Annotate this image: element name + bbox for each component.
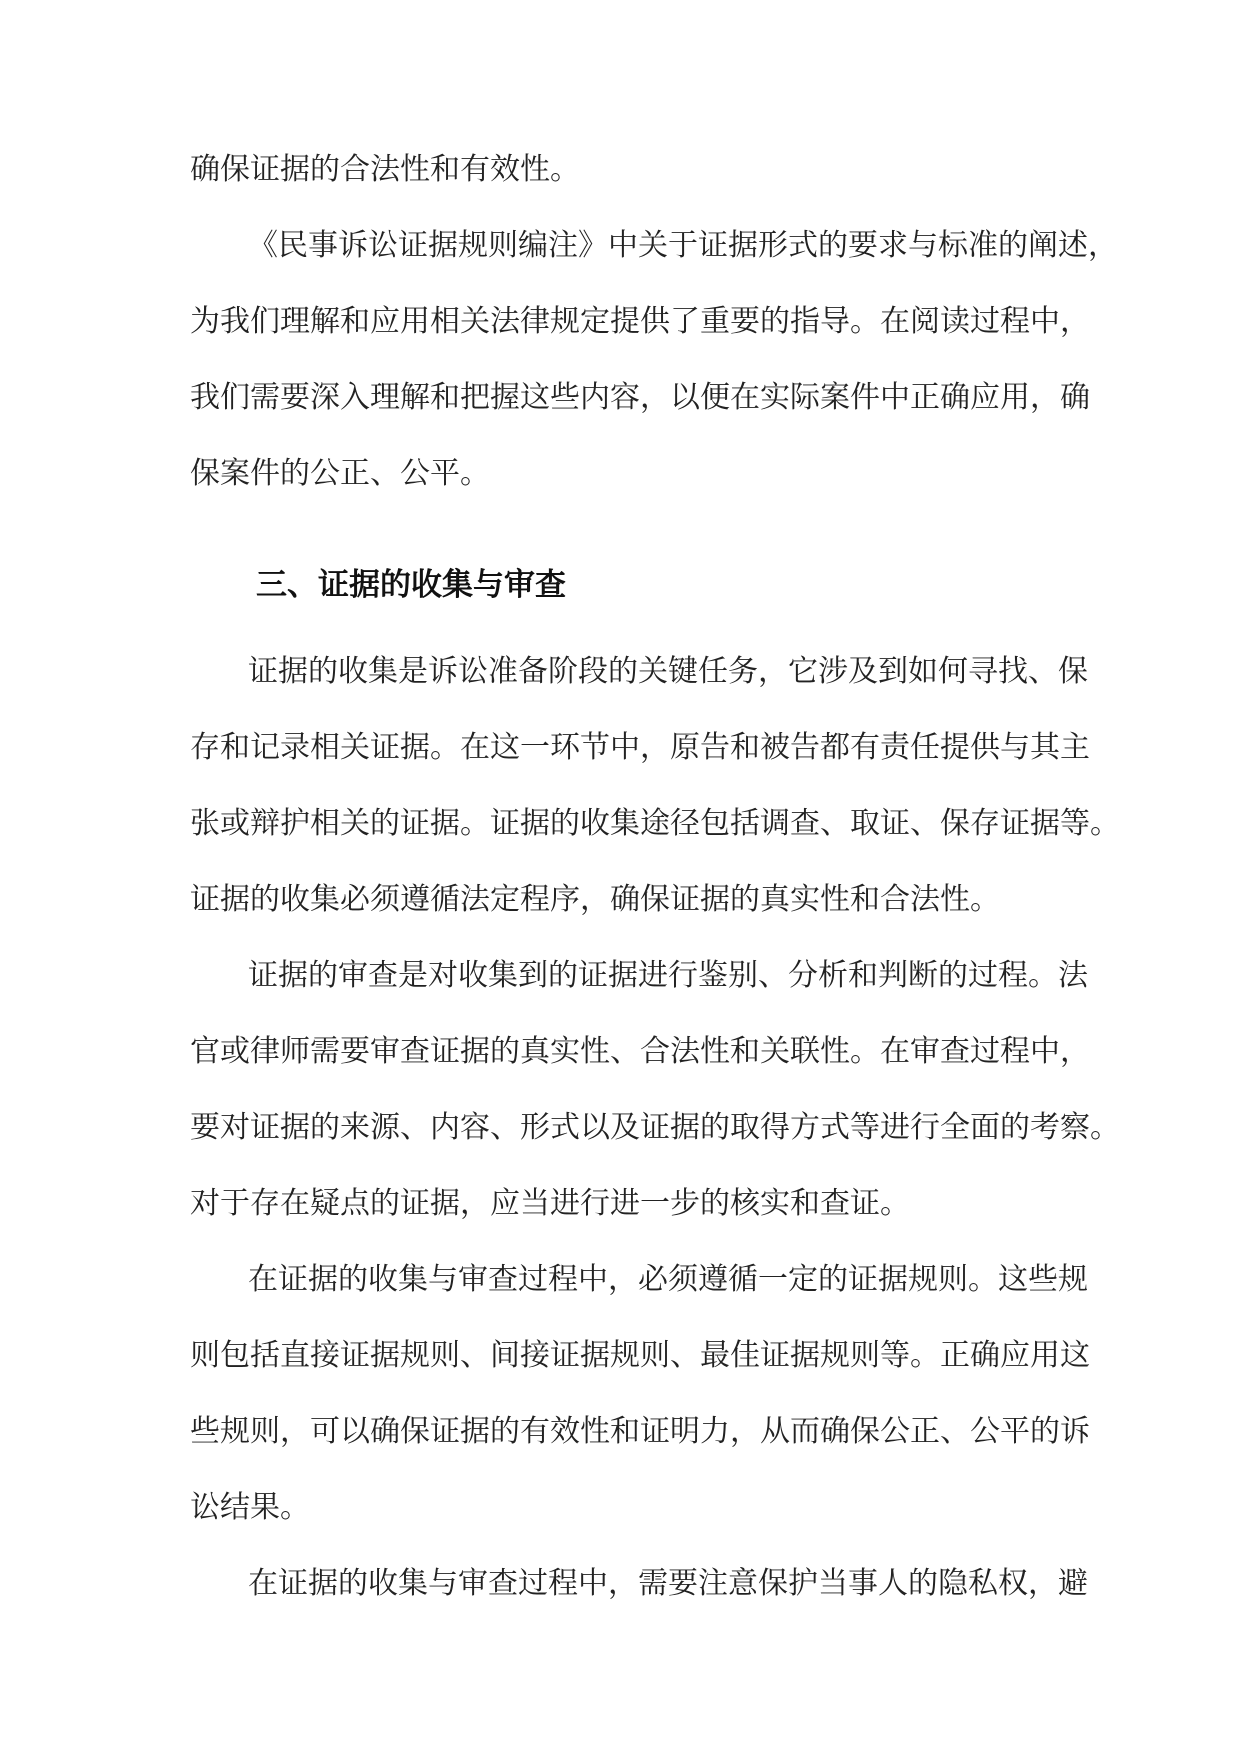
paragraph-6-line-1: 在证据的收集与审查过程中，需要注意保护当事人的隐私权，避 <box>248 1566 1088 1601</box>
paragraph-4-line-2: 官或律师需要审查证据的真实性、合法性和关联性。在审查过程中， <box>190 1034 1090 1069</box>
paragraph-4-line-1: 证据的审查是对收集到的证据进行鉴别、分析和判断的过程。法 <box>248 958 1088 993</box>
paragraph-3-line-2: 存和记录相关证据。在这一环节中，原告和被告都有责任提供与其主 <box>190 730 1090 765</box>
paragraph-3-line-3: 张或辩护相关的证据。证据的收集途径包括调查、取证、保存证据等。 <box>190 806 1120 841</box>
paragraph-2-line-4: 保案件的公正、公平。 <box>190 456 490 491</box>
paragraph-5-line-2: 则包括直接证据规则、间接证据规则、最佳证据规则等。正确应用这 <box>190 1338 1090 1373</box>
paragraph-5-line-3: 些规则，可以确保证据的有效性和证明力，从而确保公正、公平的诉 <box>190 1414 1090 1449</box>
section-heading: 三、证据的收集与审查 <box>256 567 566 603</box>
paragraph-2-line-3: 我们需要深入理解和把握这些内容，以便在实际案件中正确应用，确 <box>190 380 1090 415</box>
paragraph-5-line-4: 讼结果。 <box>190 1490 310 1525</box>
paragraph-5-line-1: 在证据的收集与审查过程中，必须遵循一定的证据规则。这些规 <box>248 1262 1088 1297</box>
paragraph-3-line-4: 证据的收集必须遵循法定程序，确保证据的真实性和合法性。 <box>190 882 1000 917</box>
paragraph-4-line-4: 对于存在疑点的证据，应当进行进一步的核实和查证。 <box>190 1186 910 1221</box>
paragraph-4-line-3: 要对证据的来源、内容、形式以及证据的取得方式等进行全面的考察。 <box>190 1110 1120 1145</box>
paragraph-3-line-1: 证据的收集是诉讼准备阶段的关键任务，它涉及到如何寻找、保 <box>248 654 1088 689</box>
paragraph-2-line-2: 为我们理解和应用相关法律规定提供了重要的指导。在阅读过程中， <box>190 304 1090 339</box>
paragraph-2-line-1: 《民事诉讼证据规则编注》中关于证据形式的要求与标准的阐述， <box>248 228 1118 263</box>
paragraph-1-line-1: 确保证据的合法性和有效性。 <box>190 152 580 187</box>
